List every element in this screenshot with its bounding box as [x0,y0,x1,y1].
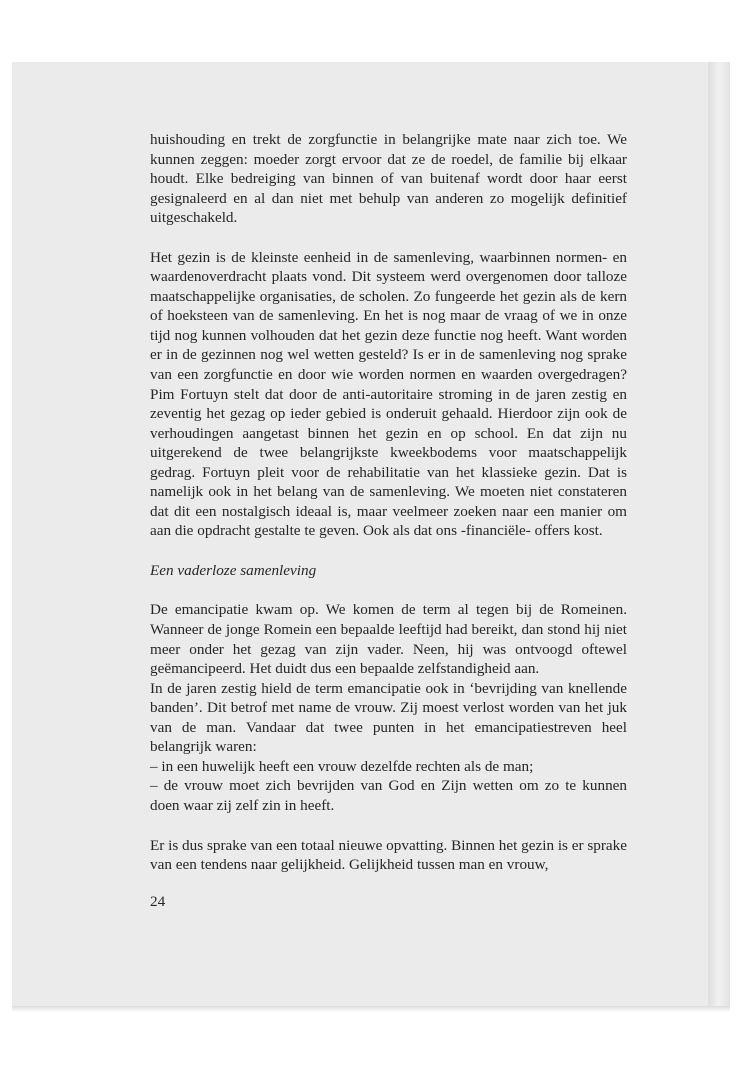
paragraph-gap [150,816,627,836]
paragraph-gap [150,541,627,561]
book-spine-edge [708,62,730,1006]
paragraph-gap [150,228,627,248]
paragraph-new-view: Er is dus sprake van een totaal nieuwe opvatting. Binnen het gezin is er sprake van een tendens naar gelijkheid. Gelijkheid tussen man en vrouw, [150,836,627,874]
page-bottom-shadow [12,1006,730,1012]
paragraph-family-unit: Het gezin is de kleinste eenheid in de samenleving, waarbinnen normen- en waardenoverdracht plaats vond. Dit systeem werd overgenomen door talloze maatschappelijke organisaties, de scholen. Zo fungeerde het gezin als de kern of hoeksteen van de samenleving. En het is nog maar de vraag of we in onze tijd nog kunnen volhouden dat het gezin deze functie nog heeft. Want worden er in de gezinnen nog wel wetten gesteld? Is er in de samenleving nog sprake van een zorgfunctie en door wie worden normen en waarden overgedragen? Pim Fortuyn stelt dat door de anti-autoritaire stroming in de jaren zestig en zeventig het gezag op ieder gebied is onderuit gehaald. Hierdoor zijn ook de verhoudingen aangetast binnen het gezin en op school. En dat zijn nu uitgerekend de twee belangrijkste kweekbodems voor maatschappelijk gedrag. Fortuyn pleit voor de rehabilitatie van het klassieke gezin. Dat is namelijk ook in het belang van de samenleving. We moeten niet constateren dat dit een nostalgisch ideaal is, maar veelmeer zoeken naar een manier om aan die opdracht gestalte te geven. Ook als dat ons -financiële- offers kost. [150,248,627,540]
page-number: 24 [150,893,166,910]
list-item-equal-rights: – in een huwelijk heeft een vrouw dezelfde rechten als de man; [150,757,534,775]
paragraph-household: huishouding en trekt de zorgfunctie in belangrijke mate naar zich toe. We kunnen zeggen: moeder zorgt ervoor dat ze de roedel, de familie bij elkaar houdt. Elke bedreiging van binnen of van buitenaf wordt door haar eerst gesignaleerd en al dan niet met behulp van anderen zo mogelijk definitief uitgeschakeld. [150,131,627,227]
page-text-block [150,130,627,875]
section-heading: Een vaderloze samenleving [150,561,317,579]
paragraph-emancipation: De emancipatie kwam op. We komen de term al tegen bij de Romeinen. Wanneer de jonge Romein een bepaalde leeftijd had bereikt, dan stond hij niet meer onder het gezag van zijn vader. Neen, hij was ontvoogd oftewel geëmancipeerd. Het duidt dus een bepaalde zelfstandigheid aan. [150,601,627,678]
list-item-liberation: – de vrouw moet zich bevrijden van God en Zijn wetten om zo te kunnen doen waar zij zelf zin in heeft. [150,777,627,814]
paragraph-sixties: In de jaren zestig hield de term emancipatie ook in ‘bevrijding van knellende banden’. Dit betrof met name de vrouw. Zij moest verlost worden van het juk van de man. Vandaar dat twee punten in het emancipatiestreven heel belangrijk waren: [150,679,627,756]
paragraph-gap [150,580,627,600]
